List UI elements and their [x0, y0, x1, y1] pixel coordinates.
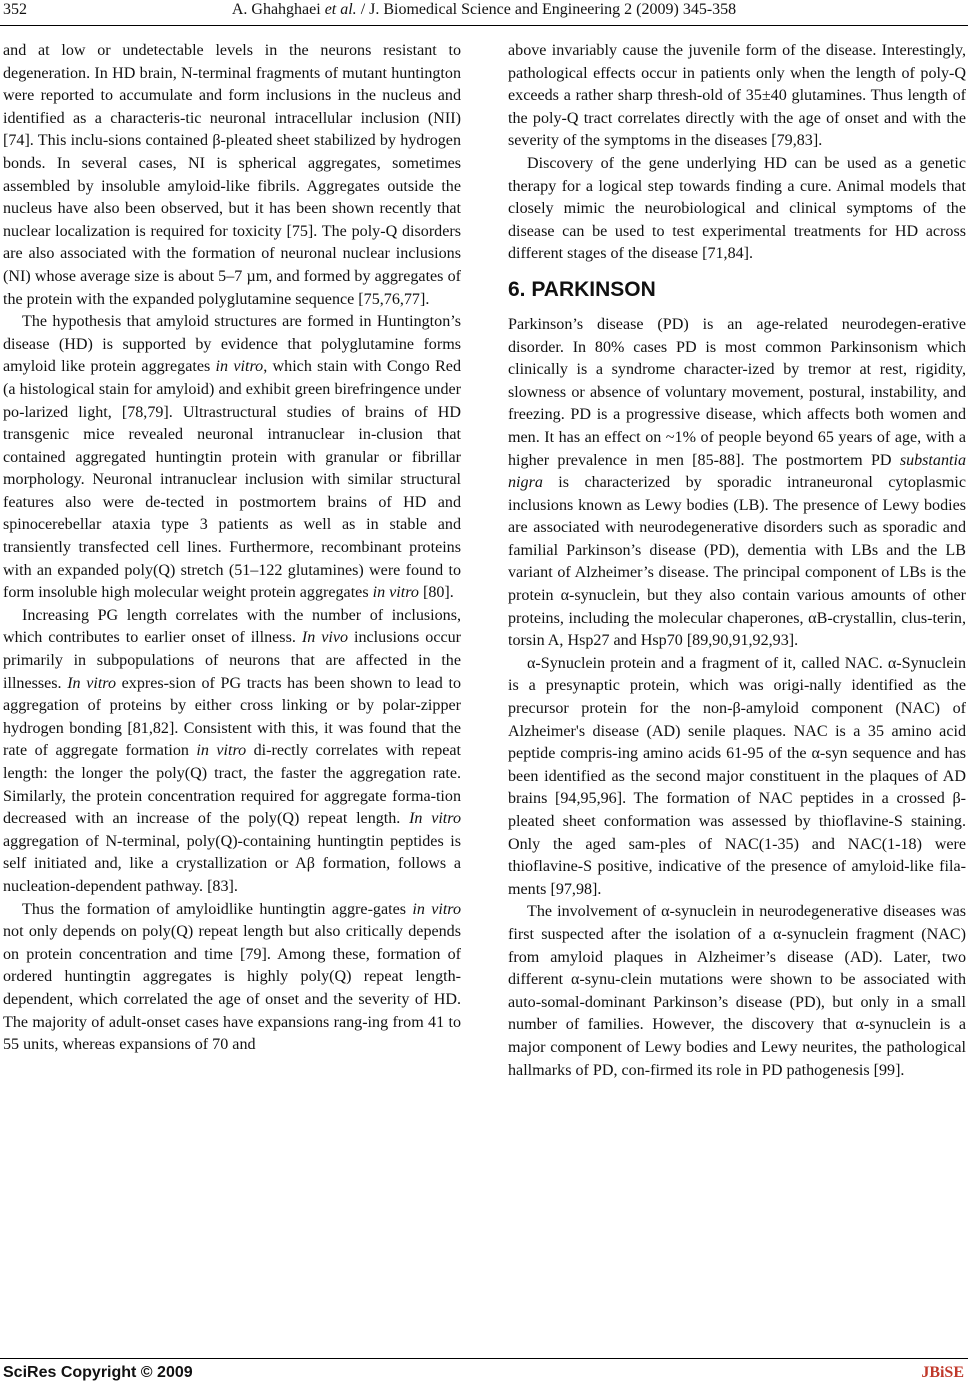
- right-paragraph-5: The involvement of α-synuclein in neurodegenerative diseases was first suspected after the isolation of a α-synuclein fragment (NAC) from amyloid plaques in Alzheimer’s disease (AD). Later, two different α-synu-clein mutations were shown to be associated with auto-somal-dominant Parkinson’s disease (PD), but only in a small number of families. However, the discovery that α-synuclein is a major component of Lewy bodies and Lewy neurites, the pathological hallmarks of PD, con-firmed its role in PD pathogenesis [99].: [508, 903, 966, 1079]
- footer-rule: [0, 1358, 968, 1359]
- right-paragraph-2: Discovery of the gene underlying HD can be used as a genetic therapy for a logical step towards finding a cure. Animal models that closely mimic the neurobiological and clinical symptoms of the disease can be used to test experimental treatments for HD across different stages of the disease [71,84].: [508, 154, 966, 263]
- left-paragraph-4: Thus the formation of amyloidlike huntingtin aggre-gates in vitro not only depends on poly(Q) repeat length but also critically depends on protein concentration and time [79]. Among these, formation of ordered huntingtin aggregates is highly poly(Q) repeat length-dependent, which correlated the age of onset and the severity of HD. The majority of adult-onset cases have expansions rang-ing from 41 to 55 units, whereas expansions of 70 and: [3, 900, 462, 1054]
- header-rule: [0, 25, 968, 26]
- running-journal: / J. Biomedical Science and Engineering 2 (2009) 345-358: [360, 1, 737, 18]
- right-paragraph-4: α-Synuclein protein and a fragment of it, called NAC. α-Synuclein is a presynaptic protein, which was origi-nally identified as the precursor protein for the non-β-amyloid component (NAC) of Alzheimer's disease (AD) senile plaques. NAC is a 35 amino acid peptide compris-ing amino acids 61-95 of the α-syn sequence and has been identified as the second major constituent in the plaques of AD brains [94,95,96]. The formation of NAC peptides in a crossed β-pleated sheet conformation was assessed by thioflavine-S staining. Only the aged sam-ples of NAC(1-35) and NAC(1-18) were thioflavine-S positive, indicative of the presence of amyloid-like fila-ments [97,98].: [508, 654, 966, 898]
- running-authors: A. Ghahghaei: [231, 1, 321, 18]
- section-heading: 6. PARKINSON: [508, 277, 656, 301]
- left-column: [3, 40, 461, 1057]
- right-paragraph-1: above invariably cause the juvenile form of the disease. Interestingly, pathological effects occur in patients only when the length of poly-Q exceeds a rather sharp thresh-old of 35±40 glutamines. Thus length of the poly-Q tract correlates directly with the age of onset and with the severity of the symptoms in the diseases [79,83].: [508, 42, 966, 150]
- left-paragraph-1: and at low or undetectable levels in the neurons resistant to degeneration. In HD brain, N-terminal fragments of mutant huntington were reported to accumulate and form inclusions in the nucleus and identified as a characteris-tic neuronal intracellular inclusion (NII) [74]. This inclu-sions contained β-pleated sheet stabilized by hydrogen bonds. In several cases, NI is spherical aggregates, sometimes assembled by insoluble amyloid-like fibrils. Aggregates outside the nucleus have also been observed, but it has been shown recently that nuclear localization is required for toxicity [75]. The poly-Q disorders are also associated with the formation of neuronal nuclear inclusions (NI) whose average size is about 5–7 µm, and formed by aggregates of the protein with the expanded polyglutamine sequence [75,76,77].: [3, 42, 461, 308]
- left-paragraph-3: Increasing PG length correlates with the number of inclusions, which contributes to earlier onset of illness. In vivo inclusions occur primarily in subpopulations of neurons that are affected in the illnesses. In vitro expres-sion of PG tracts has been shown to lead to aggregation of proteins by either cross linking or by polar-zipper hydrogen bonding [81,82]. Consistent with this, it was found that the rate of aggregate formation in vitro di-rectly correlates with repeat length: the longer the poly(Q) tract, the faster the aggregation rate. Similarly, the protein concentration required for aggregate forma-tion decreased with an increase of the poly(Q) repeat length. In vitro aggregation of N-terminal, poly(Q)-containing huntingtin peptides is self initiated and, like a crystallization or Aβ formation, follows a nucleation-dependent pathway. [83].: [3, 606, 462, 895]
- right-column: [508, 40, 966, 1082]
- page-footer: [0, 1358, 968, 1385]
- left-paragraph-2: The hypothesis that amyloid structures are formed in Huntington’s disease (HD) is supported by evidence that polyglutamine forms amyloid like protein aggregates in vitro, which stain with Congo Red (a histological stain for amyloid) and exhibit green birefringence under po-larized light, [78,79]. Ultrastructural studies of brains of HD transgenic mice revealed neuronal intranuclear in-clusion that contained aggregated huntingtin protein with granular or fibrillar morphology. Neuronal intranuclear inclusion with similar structural features also were de-tected in postmortem brains of HD and spinocerebellar ataxia type 3 patients as well as in stable and transiently transfected cell lines. Furthermore, recombinant proteins with an expanded poly(Q) stretch (51–122 glutamines) were found to form insoluble high molecular weight protein aggregates in vitro [80].: [3, 313, 461, 602]
- running-etal: et al.: [324, 1, 357, 18]
- page-header: [0, 0, 968, 26]
- page-number: 352: [3, 1, 27, 18]
- running-header: [0, 1, 968, 19]
- right-paragraph-3: Parkinson’s disease (PD) is an age-related neurodegen-erative disorder. In 80% cases PD is most common Parkinsonism which clinically is a syndrome character-ized by tremor at rest, rigidity, slowness or absence of voluntary movement, postural, instability, and freezing. PD is a progressive disease, which affects both women and men. It has an effect on ~1% of people beyond 65 years of age, with a higher prevalence in men [85-88]. The postmortem PD substantia nigra is characterized by sporadic intraneuronal cytoplasmic inclusions known as Lewy bodies (LB). The presence of Lewy bodies are associated with neurodegenerative disorders such as sporadic and familial Parkinson’s disease (PD), dementia with LBs and the LB variant of Alzheimer’s disease. The principal component of LBs is the protein α-synuclein, but they also contain various amounts of other proteins, including the molecular chaperones, αB-crystallin, clus-terin, torsin A, Hsp27 and Hsp70 [89,90,91,92,93].: [508, 315, 966, 650]
- footer-copyright: SciRes Copyright © 2009: [3, 1364, 193, 1381]
- footer-journal: JBiSE: [921, 1364, 964, 1381]
